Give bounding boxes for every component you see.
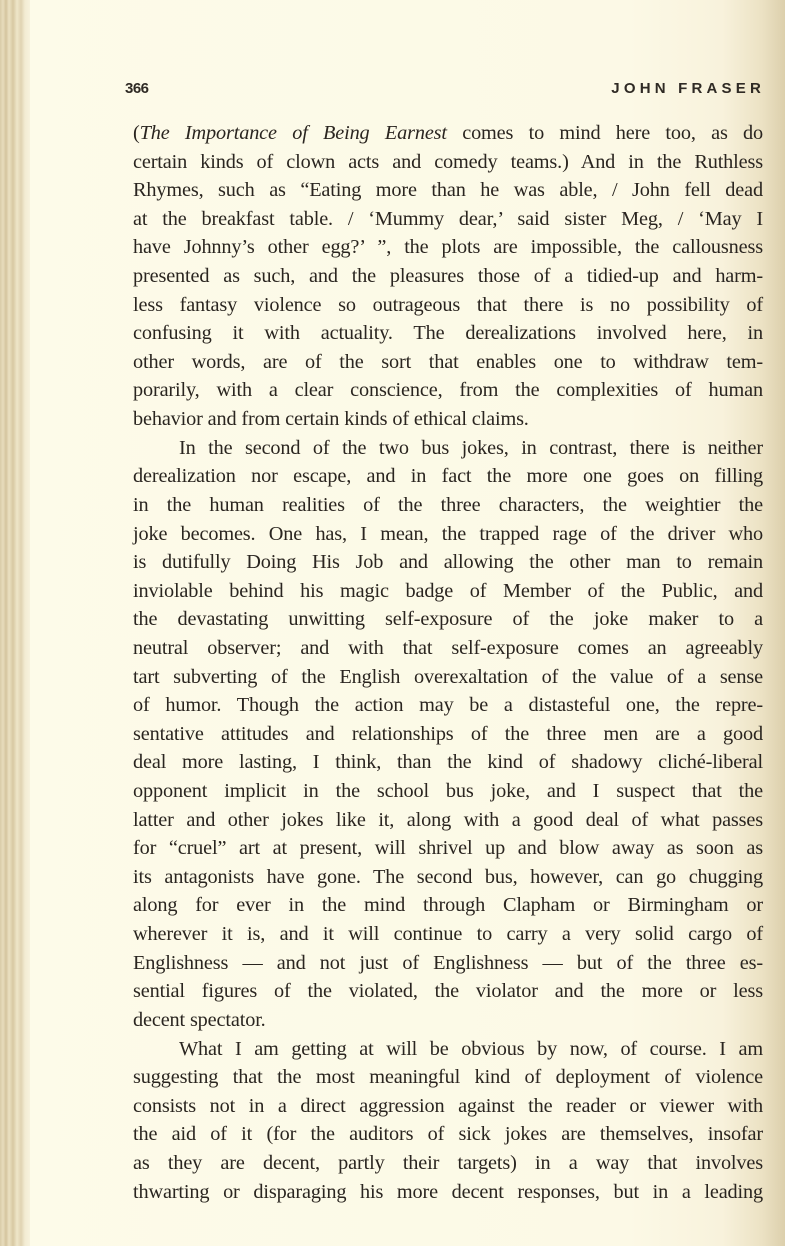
text-line: Englishness — and not just of Englishness — but of the three es-: [133, 951, 763, 974]
text-line: thwarting or disparaging his more decent responses, but in a leading: [133, 1180, 763, 1203]
text-line: the aid of it (for the auditors of sick jokes are themselves, insofar: [133, 1123, 763, 1146]
page-number: 366: [125, 80, 149, 97]
text-line: wherever it is, and it will continue to carry a very solid cargo of: [133, 923, 763, 946]
text-line: for “cruel” art at present, will shrivel up and blow away as soon as: [133, 837, 763, 860]
text-line: along for ever in the mind through Clapham or Birmingham or: [133, 894, 763, 917]
text-line: as they are decent, partly their targets) in a way that involves: [133, 1151, 763, 1174]
text-line: presented as such, and the pleasures those of a tidied-up and harm-: [133, 265, 763, 288]
text-segment: comes to mind here too, as do: [446, 122, 763, 144]
text-line: derealization nor escape, and in fact the more one goes on filling: [133, 465, 763, 488]
text-line: tart subverting of the English overexaltation of the value of a sense: [133, 665, 763, 688]
text-line: at the breakfast table. / ‘Mummy dear,’ said sister Meg, / ‘May I: [133, 207, 763, 230]
text-line: What I am getting at will be obvious by now, of course. I am: [179, 1037, 763, 1060]
text-line: sential figures of the violated, the violator and the more or less: [133, 980, 763, 1003]
text-line: suggesting that the most meaningful kind of deployment of violence: [133, 1066, 763, 1089]
body-text: [133, 119, 763, 1206]
text-line: consists not in a direct aggression against the reader or viewer with: [133, 1094, 763, 1117]
text-line: [133, 119, 763, 148]
text-line: its antagonists have gone. The second bus, however, can go chugging: [133, 865, 763, 888]
text-line: in the human realities of the three characters, the weightier the: [133, 493, 763, 516]
text-line: joke becomes. One has, I mean, the trapped rage of the driver who: [133, 522, 763, 545]
text-line: opponent implicit in the school bus joke, and I suspect that the: [133, 780, 763, 803]
text-line: Rhymes, such as “Eating more than he was able, / John fell dead: [133, 179, 763, 202]
text-line: sentative attitudes and relationships of the three men are a good: [133, 722, 763, 745]
italic-title: The Importance of Being Earnest: [139, 122, 447, 144]
text-line: of humor. Though the action may be a distasteful one, the repre-: [133, 694, 763, 717]
text-line: certain kinds of clown acts and comedy teams.) And in the Ruthless: [133, 150, 763, 173]
text-line: latter and other jokes like it, along with a good deal of what passes: [133, 808, 763, 831]
page-header: [125, 80, 765, 102]
text-line: have Johnny’s other egg?’ ”, the plots are impossible, the callousness: [133, 236, 763, 259]
text-line: other words, are of the sort that enables one to withdraw tem-: [133, 350, 763, 373]
text-line: neutral observer; and with that self-exposure comes an agreeably: [133, 636, 763, 659]
text-line: porarily, with a clear conscience, from the complexities of human: [133, 379, 763, 402]
text-segment: (: [133, 122, 140, 144]
text-line: deal more lasting, I think, than the kind of shadowy cliché-liberal: [133, 751, 763, 774]
text-line: In the second of the two bus jokes, in contrast, there is neither: [179, 436, 763, 459]
text-line: the devastating unwitting self-exposure of the joke maker to a: [133, 608, 763, 631]
text-line: confusing it with actuality. The derealizations involved here, in: [133, 322, 763, 345]
book-binding-edge: [0, 0, 30, 1246]
text-line: decent spectator.: [133, 1008, 266, 1031]
running-head-author: JOHN FRASER: [611, 80, 765, 97]
text-line: behavior and from certain kinds of ethical claims.: [133, 408, 529, 431]
text-line: inviolable behind his magic badge of Member of the Public, and: [133, 579, 763, 602]
text-line: less fantasy violence so outrageous that there is no possibility of: [133, 293, 763, 316]
text-line: is dutifully Doing His Job and allowing the other man to remain: [133, 551, 763, 574]
